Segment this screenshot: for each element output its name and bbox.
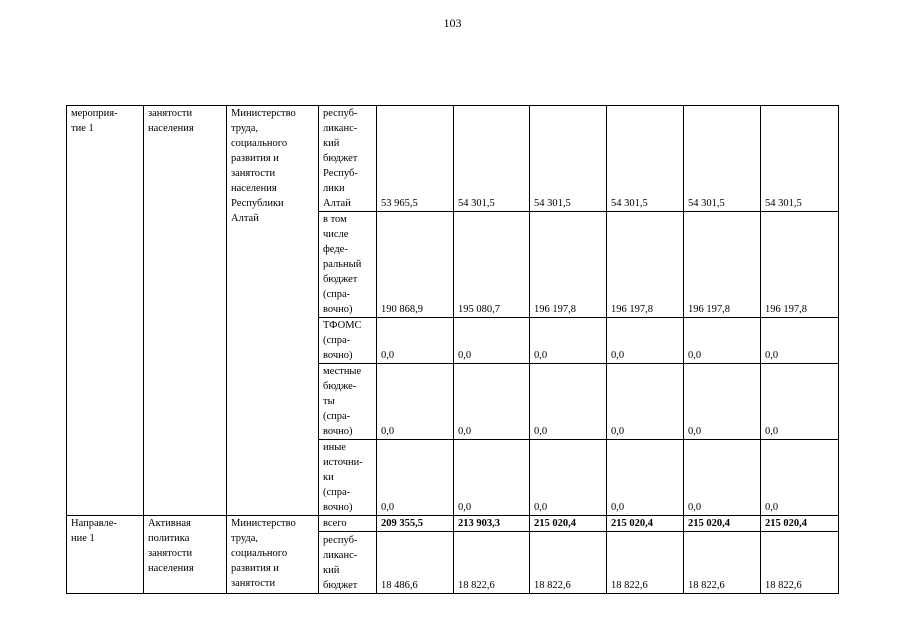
value-cell: 196 197,8 [530, 212, 607, 318]
value-cell: 190 868,9 [377, 212, 454, 318]
total-value-cell: 209 355,5 [377, 516, 454, 532]
value-cell: 0,0 [530, 318, 607, 364]
value-cell: 0,0 [377, 318, 454, 364]
value-cell: 0,0 [607, 364, 684, 440]
total-value-cell: 215 020,4 [607, 516, 684, 532]
table-row [67, 516, 839, 532]
value-cell: 18 822,6 [684, 532, 761, 594]
funding-source-cell: ТФОМС (спра- вочно) [319, 318, 377, 364]
value-cell: 0,0 [607, 318, 684, 364]
value-cell: 196 197,8 [761, 212, 839, 318]
value-cell: 196 197,8 [684, 212, 761, 318]
value-cell: 0,0 [454, 318, 530, 364]
value-cell: 18 822,6 [761, 532, 839, 594]
value-cell: 54 301,5 [761, 106, 839, 212]
value-cell: 0,0 [761, 364, 839, 440]
value-cell: 0,0 [761, 440, 839, 516]
value-cell: 54 301,5 [607, 106, 684, 212]
value-cell: 0,0 [377, 364, 454, 440]
value-cell: 0,0 [530, 440, 607, 516]
funding-source-cell: иные источни- ки (спра- вочно) [319, 440, 377, 516]
funding-source-cell: респуб- ликанс- кий бюджет [319, 532, 377, 594]
value-cell: 0,0 [607, 440, 684, 516]
total-value-cell: 215 020,4 [684, 516, 761, 532]
funding-source-cell: респуб- ликанс- кий бюджет Респуб- лики Алтай [319, 106, 377, 212]
value-cell: 54 301,5 [454, 106, 530, 212]
funding-source-cell: местные бюдже- ты (спра- вочно) [319, 364, 377, 440]
value-cell: 18 822,6 [454, 532, 530, 594]
value-cell: 0,0 [761, 318, 839, 364]
value-cell: 0,0 [377, 440, 454, 516]
funding-source-cell: всего [319, 516, 377, 532]
value-cell: 18 822,6 [530, 532, 607, 594]
total-value-cell: 215 020,4 [530, 516, 607, 532]
value-cell: 0,0 [530, 364, 607, 440]
program-cell: занятости населения [144, 106, 227, 516]
direction-cell: Направле- ние 1 [67, 516, 144, 594]
value-cell: 0,0 [684, 440, 761, 516]
value-cell: 18 486,6 [377, 532, 454, 594]
table-row [67, 106, 839, 212]
program-cell: Активная политика занятости населения [144, 516, 227, 594]
value-cell: 0,0 [454, 364, 530, 440]
event-cell: мероприя- тие 1 [67, 106, 144, 516]
value-cell: 195 080,7 [454, 212, 530, 318]
value-cell: 0,0 [454, 440, 530, 516]
value-cell: 196 197,8 [607, 212, 684, 318]
funding-source-cell: в том числе феде- ральный бюджет (спра- вочно) [319, 212, 377, 318]
total-value-cell: 213 903,3 [454, 516, 530, 532]
value-cell: 0,0 [684, 364, 761, 440]
value-cell: 54 301,5 [530, 106, 607, 212]
value-cell: 53 965,5 [377, 106, 454, 212]
executor-cell: Министерство труда, социального развития и занятости населения Республики Алтай [227, 106, 319, 516]
budget-table [66, 105, 839, 594]
value-cell: 18 822,6 [607, 532, 684, 594]
value-cell: 0,0 [684, 318, 761, 364]
executor-cell: Министерство труда, социального развития и занятости [227, 516, 319, 594]
page-number: 103 [443, 16, 462, 30]
value-cell: 54 301,5 [684, 106, 761, 212]
total-value-cell: 215 020,4 [761, 516, 839, 532]
